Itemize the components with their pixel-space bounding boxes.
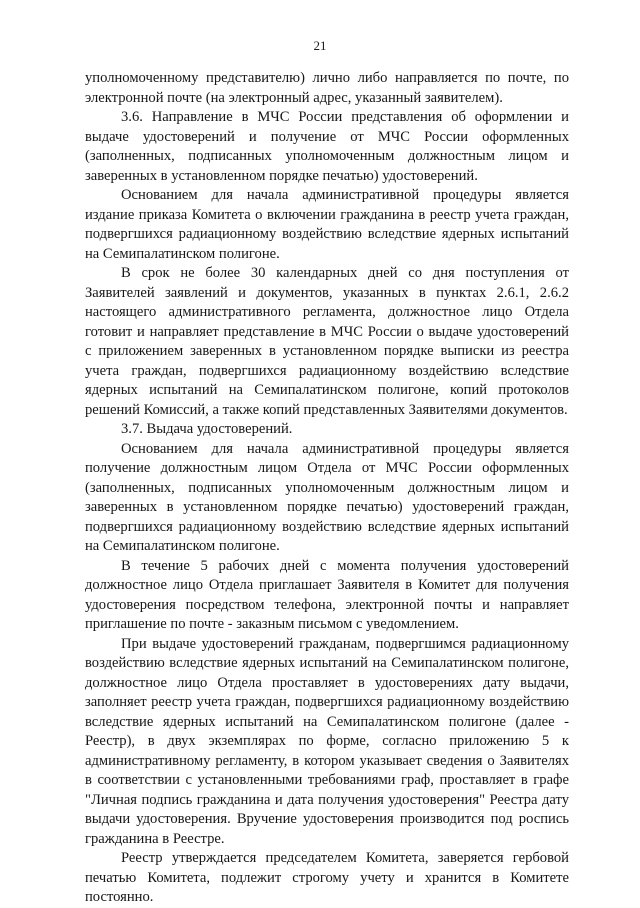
paragraph: В срок не более 30 календарных дней со дня поступления от Заявителей заявлений и документов, указанных в пунктах 2.6.1, 2.6.2 настоящего административного регламента, должностное лицо Отдела готовит и направляет представление в МЧС России о выдаче удостоверений с приложением заверенных в установленном порядке выписки из реестра учета граждан, подвергшихся радиационному воздействию вследствие ядерных испытаний на Семипалатинском полигоне, копий протоколов решений Комиссий, а также копий представленных Заявителями документов.: [85, 265, 569, 418]
document-body: [85, 69, 569, 908]
paragraph: Основанием для начала административной процедуры является издание приказа Комитета о включении гражданина в реестр учета граждан, подвергшихся радиационному воздействию вследствие ядерных испытаний на Семипалатинском полигоне.: [85, 187, 569, 262]
paragraph: Основанием для начала административной процедуры является получение должностным лицом Отдела от МЧС России оформленных (заполненных, подписанных уполномоченным должностным лицом и заверенных в установленном порядке печатью) удостоверений граждан, подвергшихся радиационному воздействию вследствие ядерных испытаний на Семипалатинском полигоне.: [85, 440, 569, 554]
paragraph: В течение 5 рабочих дней с момента получения удостоверений должностное лицо Отдела приглашает Заявителя в Комитет для получения удостоверения посредством телефона, электронной почты и направляет приглашение по почте - заказным письмом с уведомлением.: [85, 557, 569, 632]
section-heading-3-7: 3.7. Выдача удостоверений.: [121, 421, 293, 437]
section-heading-3-6: 3.6. Направление в МЧС России представления об оформлении и выдаче удостоверений и получение от МЧС России оформленных (заполненных, подписанных уполномоченным должностным лицом и заверенных в установленном порядке печатью) удостоверений.: [85, 109, 569, 184]
page-number: 21: [313, 38, 327, 53]
paragraph: При выдаче удостоверений гражданам, подвергшимся радиационному воздействию вследствие ядерных испытаний на Семипалатинском полигоне, должностное лицо Отдела проставляет в удостоверениях дату выдачи, заполняет реестр учета граждан, подвергшихся радиационному воздействию вследствие ядерных испытаний на Семипалатинском полигоне (далее - Реестр), в двух экземплярах по форме, согласно приложению 5 к административному регламенту, в котором указывает сведения о Заявителях в соответствии с установленными требованиями граф, проставляет в графе "Личная подпись гражданина и дата получения удостоверения" Реестра дату выдачи удостоверения. Вручение удостоверения производится под роспись гражданина в Реестре.: [85, 635, 569, 847]
paragraph-continuation: уполномоченному представителю) лично либо направляется по почте, по электронной почте (на электронный адрес, указанный заявителем).: [85, 70, 569, 106]
paragraph: Реестр утверждается председателем Комитета, заверяется гербовой печатью Комитета, подлежит строгому учету и хранится в Комитете постоянно.: [85, 850, 569, 905]
